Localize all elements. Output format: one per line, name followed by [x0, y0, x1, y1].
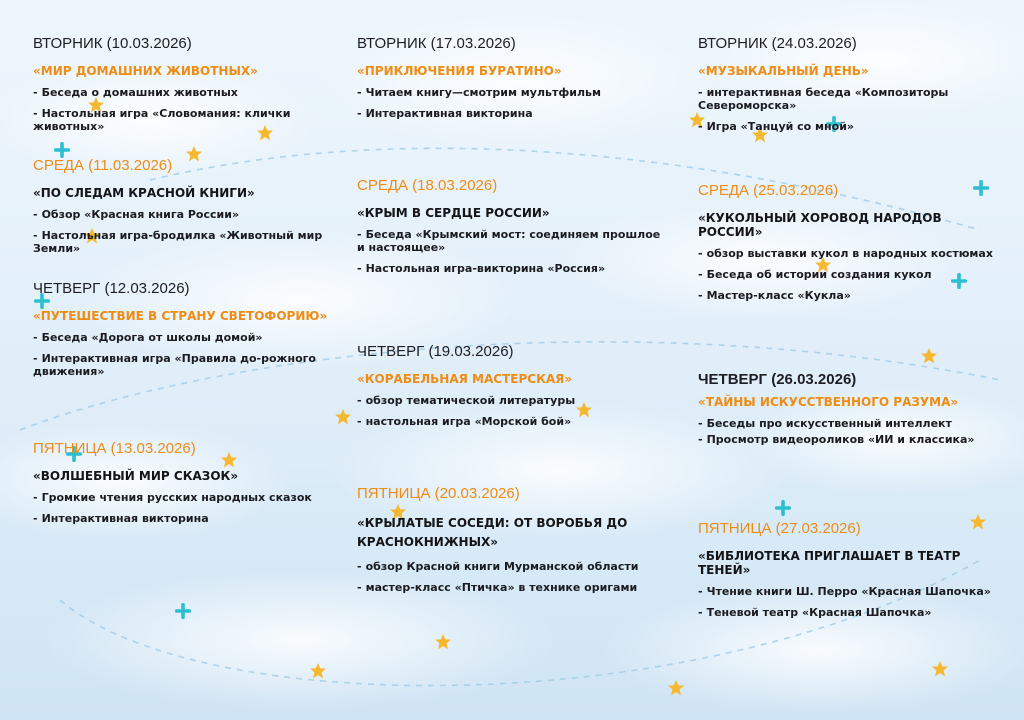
day-block	[33, 440, 333, 525]
event-title: «ПО СЛЕДАМ КРАСНОЙ КНИГИ»	[33, 186, 255, 200]
list-item: - обзор тематической литературы	[357, 394, 576, 407]
list-item: - Читаем книгу—смотрим мультфильм	[357, 86, 601, 99]
day-date: ВТОРНИК (10.03.2026)	[33, 35, 192, 52]
day-block	[357, 485, 667, 594]
day-date: ЧЕТВЕРГ (12.03.2026)	[33, 280, 190, 297]
event-title: «БИБЛИОТЕКА ПРИГЛАШАЕТ В ТЕАТР ТЕНЕЙ»	[698, 549, 961, 577]
list-item: - обзор выставки кукол в народных костюмах	[698, 247, 993, 260]
event-list	[698, 417, 1008, 446]
event-list	[698, 86, 1008, 133]
list-item: - Интерактивная викторина	[357, 107, 533, 120]
list-item: - Интерактивная игра «Правила до-рожного движения»	[33, 352, 316, 378]
list-item: - Настольная игра-викторина «Россия»	[357, 262, 606, 275]
day-date: ПЯТНИЦА (20.03.2026)	[357, 485, 520, 502]
day-date: ВТОРНИК (17.03.2026)	[357, 35, 516, 52]
list-item: - интерактивная беседа «Композиторы Североморска»	[698, 86, 949, 112]
list-item: - Громкие чтения русских народных сказок	[33, 491, 312, 504]
event-title: «КРЫЛАТЫЕ СОСЕДИ: ОТ ВОРОБЬЯ ДО КРАСНОКНИЖНЫХ»	[357, 516, 628, 549]
list-item: - Теневой театр «Красная Шапочка»	[698, 606, 932, 619]
list-item: - Беседа об истории создания кукол	[698, 268, 932, 281]
event-title: «МУЗЫКАЛЬНЫЙ ДЕНЬ»	[698, 64, 869, 78]
list-item: - Беседа «Крымский мост: соединяем прошлое и настоящее»	[357, 228, 661, 254]
day-date: ПЯТНИЦА (13.03.2026)	[33, 440, 196, 457]
event-title: «КРЫМ В СЕРДЦЕ РОССИИ»	[357, 206, 550, 220]
event-list	[33, 331, 333, 378]
day-block	[33, 157, 333, 255]
list-item: - Беседа «Дорога от школы домой»	[33, 331, 263, 344]
list-item: - Обзор «Красная книга России»	[33, 208, 240, 221]
day-date: ВТОРНИК (24.03.2026)	[698, 35, 857, 52]
list-item: - Беседа о домашних животных	[33, 86, 238, 99]
event-list	[33, 86, 333, 133]
event-list	[357, 394, 667, 428]
event-title: «МИР ДОМАШНИХ ЖИВОТНЫХ»	[33, 64, 258, 78]
day-block	[698, 520, 1008, 619]
list-item: - Просмотр видеороликов «ИИ и классика»	[698, 433, 975, 446]
day-date: ЧЕТВЕРГ (19.03.2026)	[357, 343, 514, 360]
day-block	[33, 280, 333, 378]
day-date: СРЕДА (18.03.2026)	[357, 177, 498, 194]
list-item: - Мастер-класс «Кукла»	[698, 289, 851, 302]
day-date: ЧЕТВЕРГ (26.03.2026)	[698, 371, 857, 388]
event-title: «ПУТЕШЕСТВИЕ В СТРАНУ СВЕТОФОРИЮ»	[33, 309, 328, 323]
list-item: - мастер-класс «Птичка» в технике оригами	[357, 581, 638, 594]
day-date: ПЯТНИЦА (27.03.2026)	[698, 520, 861, 537]
event-title: «ПРИКЛЮЧЕНИЯ БУРАТИНО»	[357, 64, 562, 78]
event-list	[698, 585, 1008, 619]
event-list	[357, 228, 667, 275]
list-item: - Настольная игра-бродилка «Животный мир Земли»	[33, 229, 323, 255]
list-item: - Беседы про искусственный интеллект	[698, 417, 952, 430]
list-item: - настольная игра «Морской бой»	[357, 415, 572, 428]
event-list	[33, 491, 333, 525]
day-block	[698, 35, 1008, 133]
event-title: «КОРАБЕЛЬНАЯ МАСТЕРСКАЯ»	[357, 372, 573, 386]
day-block	[357, 177, 667, 275]
event-list	[698, 247, 1008, 302]
list-item: - обзор Красной книги Мурманской области	[357, 560, 639, 573]
day-block	[357, 35, 667, 120]
event-title: «ТАЙНЫ ИСКУССТВЕННОГО РАЗУМА»	[698, 395, 959, 409]
list-item: - Настольная игра «Словомания: клички животных»	[33, 107, 291, 133]
event-title: «ВОЛШЕБНЫЙ МИР СКАЗОК»	[33, 469, 239, 483]
day-date: СРЕДА (11.03.2026)	[33, 157, 173, 174]
day-block	[698, 182, 1008, 302]
day-block	[698, 371, 1008, 446]
event-list	[357, 86, 667, 120]
event-list	[33, 208, 333, 255]
list-item: - Интерактивная викторина	[33, 512, 209, 525]
event-title: «КУКОЛЬНЫЙ ХОРОВОД НАРОДОВ РОССИИ»	[698, 211, 942, 239]
list-item: - Игра «Танцуй со мной»	[698, 120, 855, 133]
day-block	[357, 343, 667, 428]
event-list	[357, 560, 667, 594]
day-block	[33, 35, 333, 133]
list-item: - Чтение книги Ш. Перро «Красная Шапочка»	[698, 585, 991, 598]
day-date: СРЕДА (25.03.2026)	[698, 182, 839, 199]
